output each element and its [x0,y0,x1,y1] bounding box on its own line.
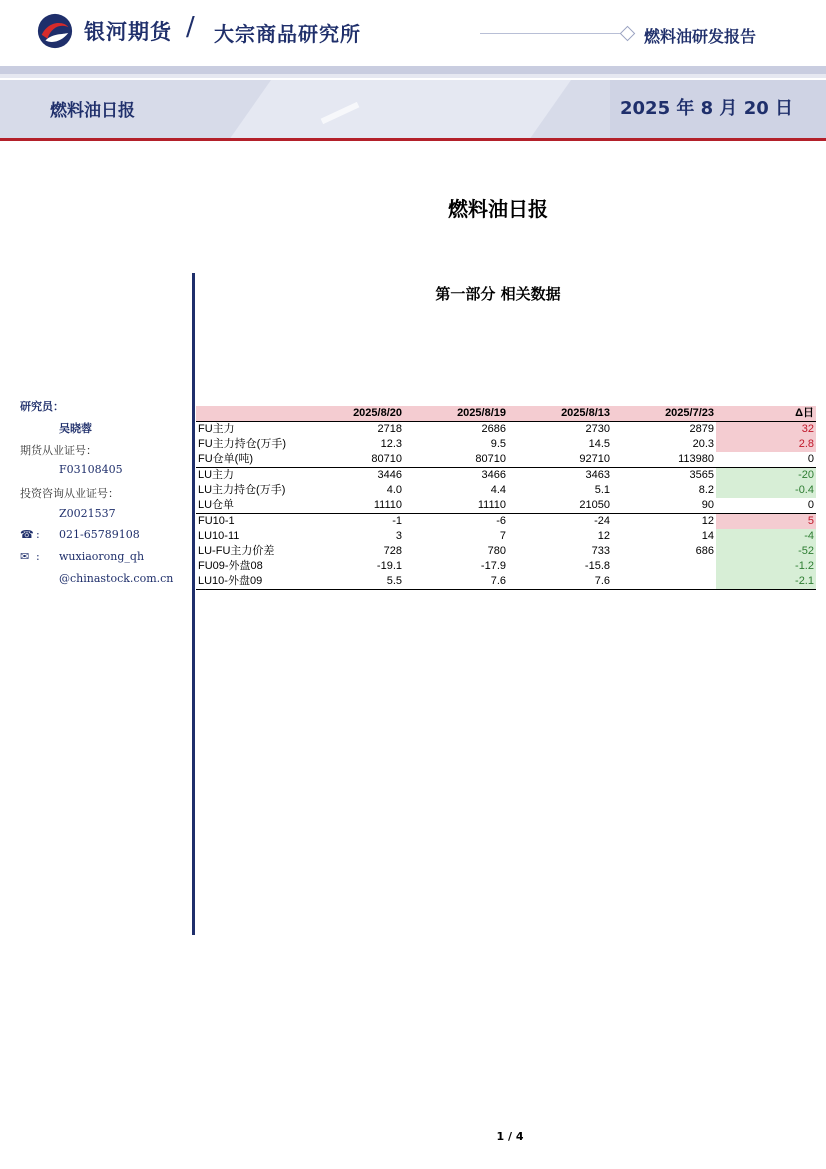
row-label: LU主力 [198,469,235,481]
table-cell: 90 [612,498,716,514]
table-cell: 4.0 [386,484,402,496]
table-cell: 7.6 [508,574,612,590]
table-row [196,544,816,559]
table-cell: -6 [496,515,506,527]
row-label: FU主力持仓(万手) [198,438,286,450]
row-label: FU09-外盘08 [198,560,263,572]
row-label: FU仓单(吨) [196,452,306,468]
email-separator: : [36,550,40,563]
delta-cell: -4 [716,529,816,544]
fuel-oil-data-table [196,406,816,590]
report-date: 2025 年 8 月 20 日 [620,98,794,119]
table-cell: -15.8 [584,560,610,572]
section-title: 第一部分 相关数据 [435,285,561,303]
email-domain[interactable]: @chinastock.com.cn [59,572,174,585]
table-cell: 20.3 [692,438,714,450]
table-cell: 728 [383,545,402,557]
table-row [196,498,816,514]
table-cell: 7.6 [404,574,508,590]
table-cell: 5.5 [306,574,404,590]
table-cell: 80710 [404,452,508,468]
table-cell: -24 [594,515,610,527]
delta-cell: 0 [716,452,816,468]
table-cell: 92710 [508,452,612,468]
delta-cell: -52 [716,544,816,559]
delta-cell: 0 [716,498,816,514]
delta-cell: -20 [716,468,816,484]
row-label: LU主力持仓(万手) [198,484,286,496]
report-type: 燃料油研发报告 [644,27,757,46]
phone-number: 021-65789108 [59,528,140,541]
table-cell: 21050 [508,498,612,514]
table-cell: 8.2 [698,484,714,496]
table-row [196,422,816,438]
consult-cert-number: Z0021537 [59,507,116,520]
brand-name: 银河期货 [84,20,172,44]
table-cell: 733 [591,545,610,557]
row-label: LU10-11 [198,530,240,542]
table-cell: 3565 [689,469,714,481]
table-row [196,574,816,590]
consult-cert-label: 投资咨询从业证号： [20,487,119,500]
diamond-icon [620,26,636,42]
table-cell: 11110 [404,498,508,514]
table-row [196,529,816,544]
phone-separator: : [36,528,40,541]
row-label: LU10-外盘09 [196,574,306,590]
row-label: FU10-1 [198,515,235,527]
table-cell: 113980 [612,452,716,468]
table-cell: 14 [701,530,714,542]
table-cell: 4.4 [490,484,506,496]
table-cell: -1 [392,515,402,527]
delta-cell: 32 [716,422,816,438]
table-cell: 80710 [306,452,404,468]
table-cell: 2730 [585,423,610,435]
table-header-cell: 2025/8/19 [404,406,508,422]
delta-cell: 2.8 [716,437,816,452]
row-label: FU主力 [198,423,235,435]
table-cell: -17.9 [480,560,506,572]
header-slash: / [186,12,195,42]
table-cell: 7 [499,530,506,542]
table-header-cell: Δ日 [716,406,816,422]
email-icon: ✉ [20,550,30,563]
top-header [0,0,826,66]
email-user[interactable]: wuxiaorong_qh [59,550,145,563]
table-cell: -19.1 [376,560,402,572]
table-cell: 12.3 [380,438,402,450]
delta-cell: -1.2 [716,559,816,574]
decorative-line [480,33,622,34]
table-header-cell: 2025/8/20 [306,406,404,422]
table-row [196,514,816,530]
page-number: 1 / 4 [496,1130,524,1143]
table-cell: 14.5 [588,438,610,450]
galaxy-futures-logo-icon [36,12,74,50]
table-cell: 12 [701,515,714,527]
futures-cert-number: F03108405 [59,463,123,476]
table-cell: 3463 [585,469,610,481]
title-band [0,80,826,138]
table-cell: 11110 [306,498,404,514]
researcher-name: 吴晓蓉 [59,422,92,435]
table-row [196,452,816,468]
table-cell: 3 [395,530,402,542]
table-cell [612,574,716,590]
table-cell: 2879 [689,423,714,435]
table-header-row [196,406,816,422]
table-row [196,559,816,574]
table-cell: 5.1 [594,484,610,496]
table-row [196,437,816,452]
sidebar-divider [192,273,195,935]
row-label: LU-FU主力价差 [198,545,275,557]
table-cell: 3466 [481,469,506,481]
table-cell: 686 [695,545,714,557]
table-cell: 12 [597,530,610,542]
table-cell [612,559,716,574]
table-header-cell [196,406,306,422]
department-name: 大宗商品研究所 [214,22,361,46]
table-row [196,483,816,498]
delta-cell: -2.1 [716,574,816,590]
table-header-cell: 2025/8/13 [508,406,612,422]
row-label: LU仓单 [196,498,306,514]
header-stripe [0,66,826,74]
researcher-label: 研究员： [20,400,64,413]
table-cell: 780 [487,545,506,557]
table-header-cell: 2025/7/23 [612,406,716,422]
delta-cell: -0.4 [716,483,816,498]
table-row [196,468,816,484]
header-stripe-light [0,74,826,78]
delta-cell: 5 [716,514,816,530]
futures-cert-label: 期货从业证号： [20,444,97,457]
document-title: 燃料油日报 [448,197,548,221]
table-cell: 2718 [377,423,402,435]
table-cell: 3446 [377,469,402,481]
table-cell: 9.5 [490,438,506,450]
table-cell: 2686 [481,423,506,435]
band-title: 燃料油日报 [50,101,135,121]
header-red-rule [0,138,826,141]
phone-icon: ☎ [20,528,34,541]
